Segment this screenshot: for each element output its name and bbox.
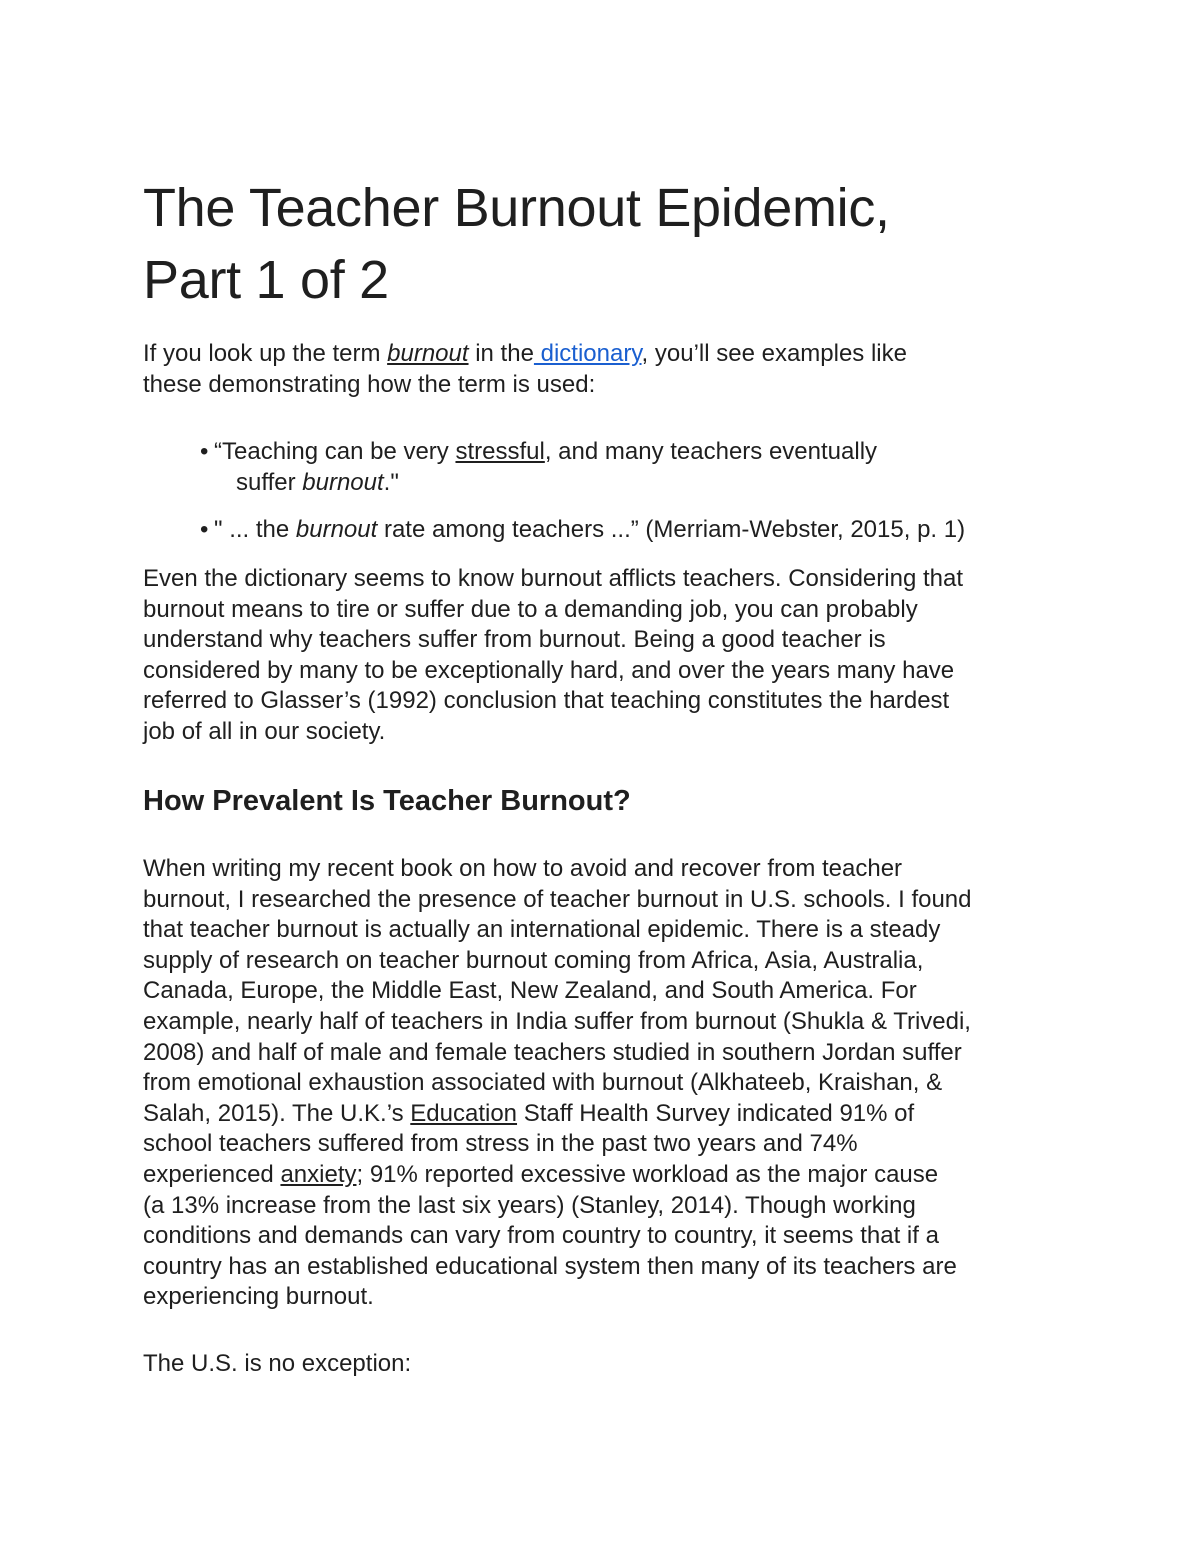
text-line: Salah, 2015). The U.K.’s <box>143 1099 411 1127</box>
intro-text: , you’ll see examples like <box>641 340 907 367</box>
text-line: that teacher burnout is actually an international epidemic. There is a steady <box>143 916 941 944</box>
text-line: job of all in our society. <box>143 717 386 745</box>
body-paragraph-2 <box>143 564 1063 748</box>
bullet-text: rate among teachers ...” (Merriam-Webster, 2015, p. 1) <box>377 516 966 543</box>
text-line: school teachers suffered from stress in the past two years and 74% <box>143 1130 858 1158</box>
text-line: Even the dictionary seems to know burnout afflicts teachers. Considering that <box>143 565 963 592</box>
burnout-term: burnout <box>387 340 469 367</box>
anxiety-link[interactable]: anxiety <box>280 1160 357 1188</box>
bullet-text: , and many teachers eventually <box>544 438 878 465</box>
examples-list-2 <box>200 515 1060 546</box>
bullet-marker: • <box>200 516 209 543</box>
text-line: experiencing burnout. <box>143 1283 374 1311</box>
bullet-text: ." <box>383 468 399 496</box>
text-line: ; 91% reported excessive workload as the major cause <box>356 1160 939 1188</box>
text-line: country has an established educational system then many of its teachers are <box>143 1252 957 1280</box>
bullet-text: “Teaching can be very <box>214 438 456 465</box>
text-line: When writing my recent book on how to avoid and recover from teacher <box>143 855 903 882</box>
text-line: burnout means to tire or suffer due to a demanding job, you can probably <box>143 595 918 623</box>
list-item <box>200 437 1060 498</box>
dictionary-link[interactable]: dictionary <box>533 340 642 367</box>
examples-list <box>200 437 1060 498</box>
bullet-text: suffer <box>236 468 303 496</box>
text-line: supply of research on teacher burnout coming from Africa, Asia, Australia, <box>143 946 924 974</box>
intro-text: these demonstrating how the term is used: <box>143 370 596 398</box>
bullet-marker: • <box>200 438 209 465</box>
body-paragraph-4: The U.S. is no exception: <box>143 1350 412 1377</box>
title-line-2: Part 1 of 2 <box>143 250 389 310</box>
list-item <box>200 515 1060 546</box>
text-line: Canada, Europe, the Middle East, New Zealand, and South America. For <box>143 977 917 1005</box>
text-line: burnout, I researched the presence of teacher burnout in U.S. schools. I found <box>143 885 972 913</box>
title-line-1: The Teacher Burnout Epidemic, <box>143 178 890 238</box>
text-line: understand why teachers suffer from burnout. Being a good teacher is <box>143 626 886 654</box>
burnout-term: burnout <box>295 516 378 543</box>
text-line: considered by many to be exceptionally hard, and over the years many have <box>143 656 955 684</box>
burnout-term: burnout <box>302 468 384 496</box>
bullet-text: " ... the <box>214 516 296 543</box>
body-paragraph-3 <box>143 854 1063 1313</box>
section-heading: How Prevalent Is Teacher Burnout? <box>143 785 631 817</box>
document-title <box>143 172 1063 316</box>
text-line: (a 13% increase from the last six years) (Stanley, 2014). Though working <box>143 1191 916 1219</box>
education-link[interactable]: Education <box>410 1099 518 1127</box>
text-line: experienced <box>143 1160 281 1188</box>
intro-text: If you look up the term <box>143 340 388 367</box>
text-line: Staff Health Survey indicated 91% of <box>517 1099 915 1127</box>
intro-paragraph <box>143 339 1063 400</box>
text-line: conditions and demands can vary from country to country, it seems that if a <box>143 1222 939 1250</box>
text-line: from emotional exhaustion associated with burnout (Alkhateeb, Kraishan, & <box>143 1069 943 1097</box>
intro-text: in the <box>468 340 534 367</box>
text-line: referred to Glasser’s (1992) conclusion that teaching constitutes the hardest <box>143 687 950 715</box>
stressful-link[interactable]: stressful <box>455 438 545 465</box>
text-line: 2008) and half of male and female teachers studied in southern Jordan suffer <box>143 1038 962 1066</box>
text-line: example, nearly half of teachers in India suffer from burnout (Shukla & Trivedi, <box>143 1007 971 1035</box>
